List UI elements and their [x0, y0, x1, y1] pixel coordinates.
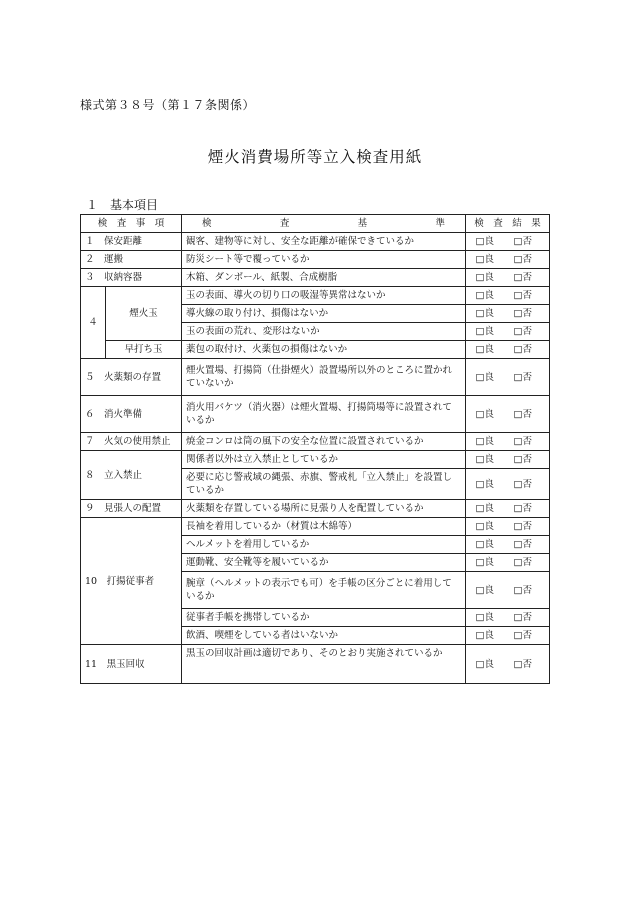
criterion-cell: 飲酒、喫煙をしている者はいないか	[182, 627, 466, 645]
header-criteria-char: 検	[202, 218, 212, 229]
bad-checkbox[interactable]: □否	[513, 521, 532, 532]
bad-checkbox[interactable]: □否	[513, 630, 532, 641]
good-checkbox[interactable]: □良	[475, 454, 494, 465]
bad-checkbox[interactable]: □否	[513, 326, 532, 337]
item-cell: ６ 消火準備	[81, 396, 182, 433]
table-row	[81, 645, 550, 684]
item-cell: 10 打揚従事者	[81, 518, 182, 645]
criterion-cell: 腕章（ヘルメットの表示でも可）を手帳の区分ごとに着用しているか	[182, 572, 466, 609]
result-cell[interactable]	[466, 609, 550, 627]
bad-checkbox[interactable]: □否	[513, 236, 532, 247]
result-cell[interactable]	[466, 323, 550, 341]
bad-checkbox[interactable]: □否	[513, 612, 532, 623]
good-checkbox[interactable]: □良	[475, 254, 494, 265]
bad-checkbox[interactable]: □否	[513, 254, 532, 265]
bad-checkbox[interactable]: □否	[513, 478, 532, 490]
criterion-cell: 必要に応じ警戒域の縄張、赤旗、警戒札「立入禁止」を設置しているか	[182, 469, 466, 500]
criterion-cell: 観客、建物等に対し、安全な距離が確保できているか	[182, 233, 466, 251]
sub-item-cell: 煙火玉	[106, 287, 182, 341]
table-row	[81, 518, 550, 536]
header-result: 検 査 結 果	[466, 215, 550, 233]
bad-checkbox[interactable]: □否	[513, 371, 532, 383]
result-cell[interactable]	[466, 500, 550, 518]
bad-checkbox[interactable]: □否	[513, 658, 532, 670]
good-checkbox[interactable]: □良	[475, 503, 494, 514]
sub-item-cell: 早打ち玉	[106, 341, 182, 359]
result-cell[interactable]	[466, 518, 550, 536]
table-row	[81, 269, 550, 287]
result-cell[interactable]	[466, 627, 550, 645]
item-cell: ２ 運搬	[81, 251, 182, 269]
criterion-cell: 薬包の取付け、火薬包の損傷はないか	[182, 341, 466, 359]
result-cell[interactable]	[466, 554, 550, 572]
criterion-cell: 消火用バケツ（消火器）は煙火置場、打揚筒場等に設置されているか	[182, 396, 466, 433]
bad-checkbox[interactable]: □否	[513, 503, 532, 514]
good-checkbox[interactable]: □良	[475, 630, 494, 641]
criterion-cell: 火薬類を存置している場所に見張り人を配置しているか	[182, 500, 466, 518]
criterion-cell: 黒玉の回収計画は適切であり、そのとおり実施されているか	[182, 645, 466, 684]
criterion-cell: 運動靴、安全靴等を履いているか	[182, 554, 466, 572]
good-checkbox[interactable]: □良	[475, 308, 494, 319]
table-row	[81, 433, 550, 451]
bad-checkbox[interactable]: □否	[513, 290, 532, 301]
result-cell[interactable]	[466, 341, 550, 359]
criterion-cell: 玉の表面の荒れ、変形はないか	[182, 323, 466, 341]
header-criteria	[182, 215, 466, 233]
good-checkbox[interactable]: □良	[475, 478, 494, 490]
item-cell: ５ 火薬類の存置	[81, 359, 182, 396]
table-row	[81, 251, 550, 269]
criterion-cell: 防災シート等で覆っているか	[182, 251, 466, 269]
table-row	[81, 341, 550, 359]
bad-checkbox[interactable]: □否	[513, 584, 532, 596]
header-criteria-char: 準	[435, 218, 446, 229]
criterion-cell: ヘルメットを着用しているか	[182, 536, 466, 554]
criterion-cell: 玉の表面、導火の切り口の吸湿等異常はないか	[182, 287, 466, 305]
good-checkbox[interactable]: □良	[475, 436, 494, 447]
table-row	[81, 287, 550, 305]
criterion-cell: 煙火置場、打揚筒（仕掛煙火）設置場所以外のところに置かれていないか	[182, 359, 466, 396]
good-checkbox[interactable]: □良	[475, 408, 494, 420]
result-cell[interactable]	[466, 572, 550, 609]
bad-checkbox[interactable]: □否	[513, 344, 532, 355]
item-cell: ８ 立入禁止	[81, 451, 182, 500]
table-row	[81, 396, 550, 433]
good-checkbox[interactable]: □良	[475, 371, 494, 383]
result-cell[interactable]	[466, 536, 550, 554]
result-cell[interactable]	[466, 469, 550, 500]
good-checkbox[interactable]: □良	[475, 557, 494, 568]
result-cell[interactable]	[466, 305, 550, 323]
criterion-cell: 関係者以外は立入禁止としているか	[182, 451, 466, 469]
criterion-cell: 導火線の取り付け、損傷はないか	[182, 305, 466, 323]
item-cell: ７ 火気の使用禁止	[81, 433, 182, 451]
header-criteria-char: 基	[357, 218, 368, 229]
form-number: 様式第３８号（第１７条関係）	[80, 98, 256, 112]
good-checkbox[interactable]: □良	[475, 584, 494, 596]
bad-checkbox[interactable]: □否	[513, 436, 532, 447]
good-checkbox[interactable]: □良	[475, 521, 494, 532]
bad-checkbox[interactable]: □否	[513, 272, 532, 283]
bad-checkbox[interactable]: □否	[513, 308, 532, 319]
result-cell[interactable]	[466, 251, 550, 269]
table-row	[81, 500, 550, 518]
bad-checkbox[interactable]: □否	[513, 408, 532, 420]
item-cell: ３ 収納容器	[81, 269, 182, 287]
result-cell[interactable]	[466, 645, 550, 684]
good-checkbox[interactable]: □良	[475, 290, 494, 301]
criterion-cell: 長袖を着用しているか（材質は木綿等）	[182, 518, 466, 536]
table-row	[81, 233, 550, 251]
result-cell[interactable]	[466, 451, 550, 469]
bad-checkbox[interactable]: □否	[513, 454, 532, 465]
good-checkbox[interactable]: □良	[475, 272, 494, 283]
table-row	[81, 451, 550, 469]
good-checkbox[interactable]: □良	[475, 236, 494, 247]
result-cell[interactable]	[466, 233, 550, 251]
good-checkbox[interactable]: □良	[475, 344, 494, 355]
inspection-table	[80, 214, 550, 684]
good-checkbox[interactable]: □良	[475, 326, 494, 337]
criterion-cell: 木箱、ダンボール、紙製、合成樹脂	[182, 269, 466, 287]
table-row	[81, 359, 550, 396]
item-cell: ９ 見張人の配置	[81, 500, 182, 518]
bad-checkbox[interactable]: □否	[513, 539, 532, 550]
document-title: 煙火消費場所等立入検査用紙	[207, 148, 423, 166]
item-number-cell: ４	[81, 287, 106, 359]
good-checkbox[interactable]: □良	[475, 539, 494, 550]
result-cell[interactable]	[466, 396, 550, 433]
criterion-cell: 従事者手帳を携帯しているか	[182, 609, 466, 627]
result-cell[interactable]	[466, 287, 550, 305]
item-cell: １ 保安距離	[81, 233, 182, 251]
good-checkbox[interactable]: □良	[475, 658, 494, 670]
criterion-cell: 焼金コンロは筒の風下の安全な位置に設置されているか	[182, 433, 466, 451]
header-criteria-char: 査	[279, 218, 290, 229]
result-cell[interactable]	[466, 433, 550, 451]
header-item: 検 査 事 項	[81, 215, 182, 233]
header-row	[81, 215, 550, 233]
result-cell[interactable]	[466, 359, 550, 396]
good-checkbox[interactable]: □良	[475, 612, 494, 623]
item-cell: 11 黒玉回収	[81, 645, 182, 684]
section-heading: １ 基本項目	[86, 198, 159, 212]
bad-checkbox[interactable]: □否	[513, 557, 532, 568]
result-cell[interactable]	[466, 269, 550, 287]
